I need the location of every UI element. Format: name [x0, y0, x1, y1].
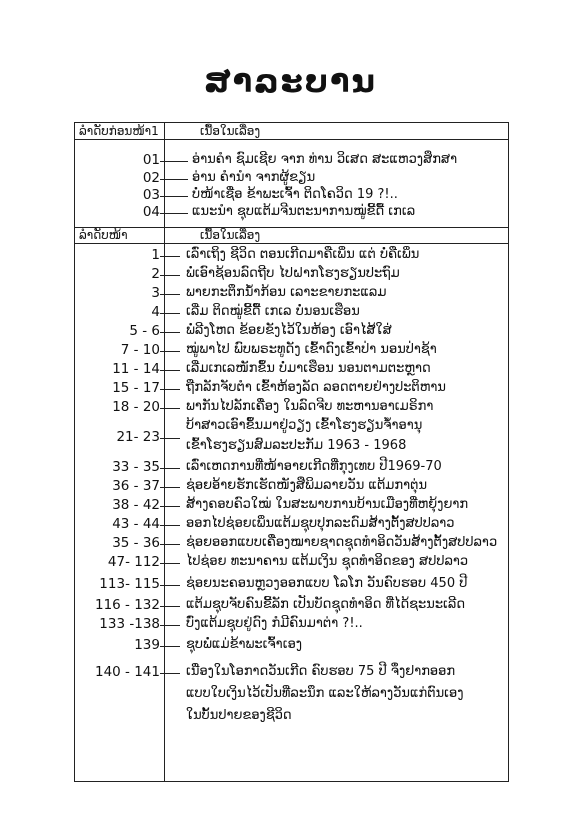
- leader-line: [160, 275, 180, 276]
- entry-text: ຊຸບພໍ່ແມ່ຂ້າພະເຈົ້າເອງ: [186, 637, 303, 652]
- entry-page-range: 133 -138: [99, 616, 160, 632]
- entry-page-range: 116 - 132: [95, 597, 160, 613]
- entry-page-range: 36 - 37: [112, 478, 160, 494]
- entry-page-range: 113- 115: [99, 576, 160, 592]
- section1-row-num: 01: [142, 152, 160, 168]
- entry-text: ເລົ່າເຫດການທີ່ໜ້າອາຍເກີດທີ່ກຸງເທບ ປີ1969-70: [186, 459, 442, 474]
- section2-right-header: ເນື້ອໃນເລື່ອງ: [200, 228, 261, 242]
- entry-text: ເນື່ອງໃນໂອກາດວັນເກີດ ຄົບຮອບ 75 ປີ ຈຶ່ງຢາກອອກ: [186, 664, 456, 679]
- section1-row-text: ບໍ່ໜ້າເຊື່ອ ຂ້າພະເຈົ້າ ຕິດໂຄວິດ 19 ?!..: [192, 187, 398, 202]
- entry-text-continued: ໃນບັ້ນປາຍຂອງຊີວິດ: [186, 708, 292, 723]
- entry-text: ພໍ່ເອົາຊ້ອນລົດຖີບ ໄປຝາກໂຮງຮຽນປະຖົມ: [186, 266, 400, 281]
- leader-line: [160, 585, 180, 586]
- entry-text: ບົ່ງແຕ້ມຊຸບຢູ່ດົງ ກໍມີຄົນມາຕ່າ ?!..: [186, 616, 363, 631]
- entry-text: ເລີ່ມ ຕິດໝູ່ຂີ້ດື້ ເກເລ ບໍ່ນອນເຮືອນ: [186, 304, 360, 319]
- leader-line: [160, 294, 180, 295]
- section1-row-num: 03: [142, 187, 160, 203]
- entry-page-range: 21- 23: [116, 429, 160, 445]
- section1-row-text: ອ່ານຄຳ ຊົມເຊີຍ ຈາກ ທ່ານ ວິເສດ ສະແຫວງສຶກສາ: [192, 152, 458, 167]
- leader-line: [160, 563, 180, 564]
- entry-text: ອອກໄປຊ່ອຍເພິ່ນແຕ້ມຊຸບປຸກລະດົມສ້າງຕັ້ງສປປລາວ: [186, 516, 455, 531]
- entry-text: ແຕ້ມຊຸບຈັບຄົນຂີ້ລັກ ເປັນບັດຊຸດທຳອິດ ທີ່ໄດ້ຊະນະເລີດ: [186, 597, 466, 612]
- entry-text: ເລີ່ມເກເລໜັກຂຶ້ນ ບໍ່ມາເຮືອນ ນອນຕາມຕະຫຼາດ: [186, 361, 431, 376]
- column-divider: [164, 122, 165, 782]
- entry-text: ຊ່ອຍອອກແບບເຄື່ອງໝາຍຊາດຊຸດທຳອິດວັນສ້າງຕັ້ງສປປລາວ: [186, 535, 498, 550]
- leader-line: [160, 179, 188, 180]
- entry-page-range: 1: [151, 247, 160, 263]
- entry-page-range: 11 - 14: [112, 361, 160, 377]
- section1-right-header: ເນື້ອໃນເລື່ອງ: [200, 124, 261, 138]
- entry-text: ພໍ່ລີງໂຫດ ຂ້ອຍຂັງໄວ້ໃນຫ້ອງ ເອົາໄສ້ໃສ່: [186, 323, 392, 338]
- leader-line: [160, 544, 180, 545]
- entry-text-continued: ເຂົ້າໂຮງຮຽນສົມລະປະກັມ 1963 - 1968: [186, 438, 407, 453]
- entry-page-range: 38 - 42: [112, 497, 160, 513]
- entry-text: ຊ່ອຍນະຄອນຫຼວງອອກແບບ ໂລໂກ ວັນຄົບຮອບ 450 ປີ: [186, 576, 468, 591]
- leader-line: [160, 313, 180, 314]
- leader-line: [160, 370, 180, 371]
- section2-left-header: ລຳດັບໜ້າ: [79, 228, 128, 242]
- entry-text: ພາກັນໄປລັກເຄື່ອງ ໃນລົດຈີບ ທະຫານອາເມຣິກາ: [186, 399, 434, 414]
- entry-text: ຖືກລັກຈັບຕຳ ເຂົ້າຫ້ອງລັດ ລອດຕາຍຢ່າງປະຕິຫານ: [186, 380, 446, 395]
- entry-text: ເລົ່າເຖິງ ຊີວິດ ຕອນເກີດມາຄືເພິ່ນ ແຕ່ ບໍ່ຄືເພິ່ນ: [186, 247, 420, 262]
- header-divider-2: [74, 243, 509, 244]
- entry-page-range: 4: [151, 304, 160, 320]
- leader-line: [160, 332, 180, 333]
- entry-text: ຊ່ອຍອ້າຍຮັກເຮັດໜັງສືພິມລາຍວັນ ແຕ້ມກາຕຸ່ນ: [186, 478, 428, 493]
- entry-page-range: 5 - 6: [129, 323, 160, 339]
- entry-text: ໄປຊ່ອຍ ທະນາຄານ ແຕ້ມເງິນ ຊຸດທຳອິດຂອງ ສປປລາວ: [186, 554, 469, 569]
- leader-line: [160, 213, 188, 214]
- section-divider: [74, 227, 509, 228]
- leader-line: [160, 506, 180, 507]
- entry-page-range: 15 - 17: [112, 380, 160, 396]
- entry-text: ພາຍກະຕຶກນໍ້າກ້ອນ ເລາະຂາຍກະແລມ: [186, 285, 387, 300]
- entry-page-range: 140 - 141: [95, 664, 160, 680]
- section1-row-text: ແນະນຳ ຊຸບແຕ້ມຈີນຕະນາການໝູ່ຂີ້ດື້ ເກເລ: [192, 204, 416, 219]
- section1-left-header: ລຳດັບກ່ອນໜ້າ1: [79, 124, 159, 138]
- leader-line: [160, 408, 180, 409]
- entry-page-range: 2: [151, 266, 160, 282]
- entry-page-range: 7 - 10: [120, 342, 160, 358]
- leader-line: [160, 196, 188, 197]
- entry-page-range: 35 - 36: [112, 535, 160, 551]
- leader-line: [160, 625, 180, 626]
- entry-page-range: 139: [134, 637, 160, 653]
- entry-text: ໝູ່ພາໄປ ພົບພຣະທູດັງ ເຂົ້າດົງເຂົ້າປ່າ ນອນປ່າຊ້າ: [186, 342, 437, 357]
- entry-page-range: 33 - 35: [112, 459, 160, 475]
- entry-text: ບ້າສາວເອົາຂຶ້ນມາຢູ່ວຽງ ເຂົ້າໂຮງຮຽນຈ້ຳອານຸ: [186, 418, 423, 433]
- entry-text: ສ້າງຄອບຄົວໃໝ່ ໃນສະພາບການບ້ານເມືອງທີ່ຫຍຸ້ງຍາກ: [186, 497, 469, 512]
- leader-line: [160, 161, 188, 162]
- section1-row-text: ອ່ານ ຄຳນຳ ຈາກຜູ້ຂຽນ: [192, 170, 316, 185]
- entry-page-range: 18 - 20: [112, 399, 160, 415]
- leader-line: [160, 438, 180, 439]
- leader-line: [160, 525, 180, 526]
- section1-row-num: 02: [142, 170, 160, 186]
- section1-row-num: 04: [142, 204, 160, 220]
- header-divider-1: [74, 139, 509, 140]
- entry-text-continued: ແບບໃບເງິນໄວ້ເປັນທີ່ລະນຶກ ແລະໃຫ້ລາງວັນແກ່ຕົນເອງ: [186, 686, 464, 701]
- leader-line: [160, 389, 180, 390]
- leader-line: [160, 673, 180, 674]
- page-title: ສາລະບານ: [204, 62, 377, 100]
- entry-page-range: 47- 112: [107, 554, 160, 570]
- leader-line: [160, 487, 180, 488]
- entry-page-range: 3: [151, 285, 160, 301]
- leader-line: [160, 256, 180, 257]
- leader-line: [160, 606, 180, 607]
- leader-line: [160, 646, 180, 647]
- entry-page-range: 43 - 44: [112, 516, 160, 532]
- leader-line: [160, 351, 180, 352]
- leader-line: [160, 468, 180, 469]
